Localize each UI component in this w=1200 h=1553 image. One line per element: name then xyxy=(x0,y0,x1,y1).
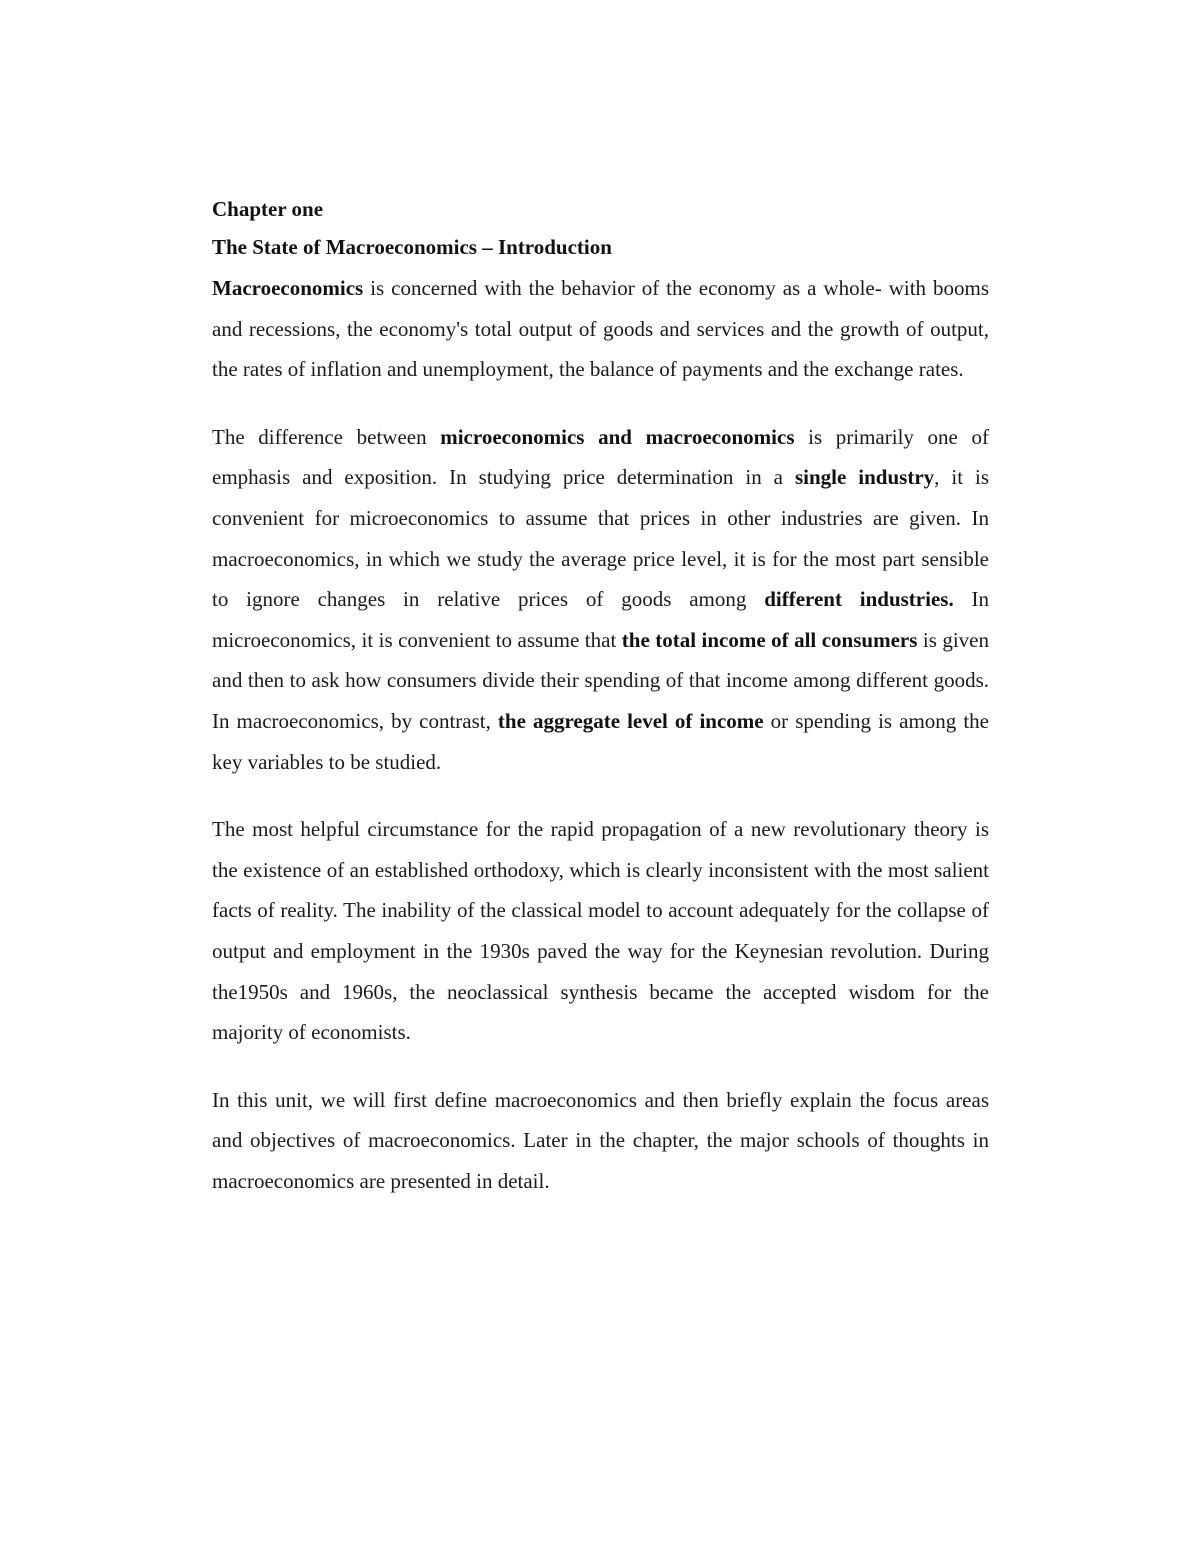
chapter-title: The State of Macroeconomics – Introduction xyxy=(212,235,612,259)
bold-phrase: the aggregate level of income xyxy=(497,708,764,733)
bold-phrase: microeconomics and macroeconomics xyxy=(440,424,795,449)
text-segment: In this unit, we will first define macroeconomics and then briefly explain the focus areas and objectives of macroeconomics. Later in the chapter, the major schools of thoughts in macroeconomics are presented in detail. xyxy=(212,1087,989,1193)
bold-phrase: the total income of all consumers xyxy=(621,627,918,652)
paragraph-history xyxy=(212,809,989,1053)
paragraph-definition xyxy=(212,268,989,390)
bold-phrase: single industry xyxy=(794,465,935,490)
bold-phrase: different industries. xyxy=(764,587,954,612)
text-segment: In microeconomics, it is convenient to assume that xyxy=(212,587,990,652)
text-segment: The difference between xyxy=(212,424,441,449)
paragraph-unit-overview xyxy=(212,1080,989,1202)
term-macroeconomics: Macroeconomics xyxy=(212,276,364,300)
text-segment: or spending is among the key variables to be studied. xyxy=(212,708,989,774)
text-segment: The most helpful circumstance for the rapid propagation of a new revolutionary theory is the existence of an established orthodoxy, which is clearly inconsistent with the most salient facts of reality. The inability of the classical model to account adequately for the collapse of output and employment in the 1930s paved the way for the Keynesian revolution. During the1950s and 1960s, the neoclassical synthesis became the accepted wisdom for the majority of economists. xyxy=(212,817,989,1045)
text-segment: is primarily one of emphasis and exposition. In studying price determination in a xyxy=(212,424,989,490)
text-segment: is concerned with the behavior of the economy as a whole- with booms and recessions, the economy's total output of goods and services and the growth of output, the rates of inflation and unemployment, the balance of payments and the exchange rates. xyxy=(212,276,989,382)
text-segment: , it is convenient for microeconomics to assume that prices in other industries are given. In macroeconomics, in which we study the average price level, it is for the most part sensible to ignore changes in relative prices of goods among xyxy=(212,465,990,612)
document-page xyxy=(212,190,989,1201)
chapter-label: Chapter one xyxy=(212,197,324,221)
paragraph-micro-vs-macro xyxy=(212,417,989,782)
text-segment: is given and then to ask how consumers divide their spending of that income among different goods. In macroeconomics, by contrast, xyxy=(212,627,989,733)
